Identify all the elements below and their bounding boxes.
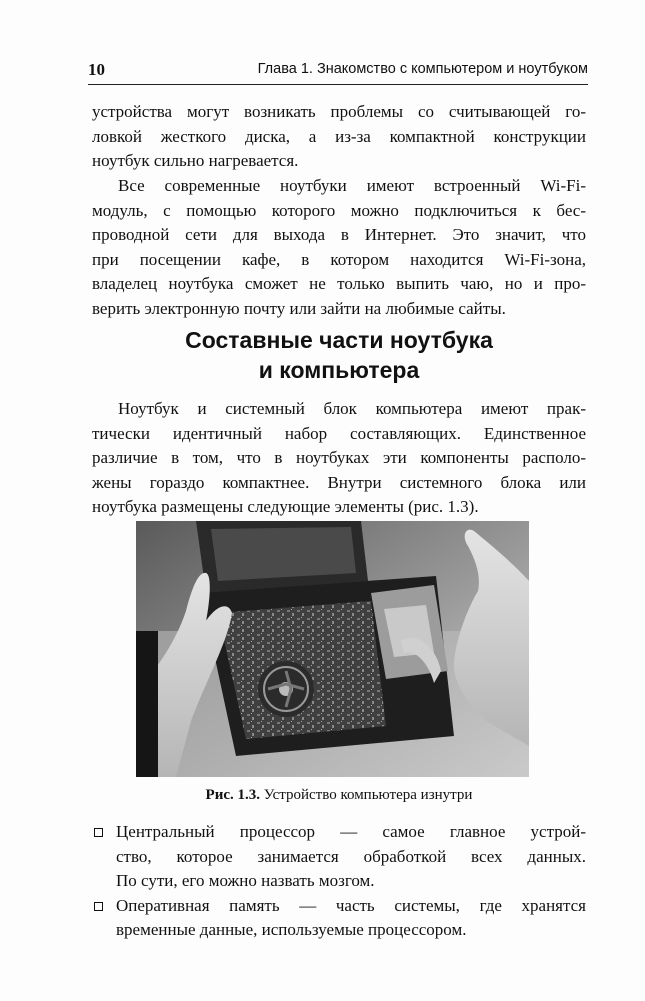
page-number: 10 [88,60,105,79]
text-line: модуль, с помощью которого можно подключиться к бес- [92,200,586,220]
text-line: Центральный процессор — самое главное устрой- [116,822,586,841]
text-line: По сути, его можно назвать мозгом. [116,871,375,891]
text-line: владелец ноутбука сможет не только выпить чаю, но и про- [92,274,586,294]
running-header [88,58,588,85]
checkbox-bullet-icon [94,828,103,837]
list-item [92,894,586,943]
paragraph-wifi [92,174,586,322]
text-line: верить электронную почту или зайти на любимые сайты. [92,298,506,318]
caption-text: Устройство компьютера изнутри [260,787,473,803]
chapter-title: Глава 1. Знакомство с компьютером и ноутбуком [257,61,588,77]
laptop-lid-edge [136,631,158,777]
text-line: ноутбука размещены следующие элементы (рис. 1.3). [92,497,479,517]
laptop-internals-illustration [136,521,529,777]
checkbox-bullet-icon [94,902,103,911]
text-line: Все современные ноутбуки имеют встроенный Wi-Fi- [118,176,586,195]
text-line: жены гораздо компактнее. Внутри системного блока или [92,472,586,492]
caption-label: Рис. 1.3. [205,787,261,803]
laptop-internals-photo [136,521,529,777]
text-line: ство, которое занимается обработкой всех данных. [116,846,586,866]
text-line: Оперативная память — часть системы, где хранятся [116,895,586,915]
text-line: при посещении кафе, в котором находится Wi-Fi-зона, [92,249,586,269]
list-item [92,820,586,894]
section-heading [92,325,586,385]
paragraph-components [92,397,586,520]
text-line: временные данные, используемые процессором. [116,920,467,940]
figure-caption [92,787,586,804]
text-line: устройства могут возникать проблемы со считывающей го- [92,102,586,121]
text-line: тически идентичный набор составляющих. Единственное [92,423,586,443]
paragraph-continued [92,100,586,174]
text-line: проводной сети для выхода в Интернет. Это значит, что [92,225,586,245]
heading-line: Составные части ноутбука [185,327,493,353]
text-line: различие в том, что в ноутбуках эти компоненты располо- [92,448,586,468]
text-line: ноутбук сильно нагревается. [92,151,299,171]
text-line: ловкой жесткого диска, а из-за компактной конструкции [92,126,586,146]
text-line: Ноутбук и системный блок компьютера имеют прак- [118,399,586,418]
heading-line: и компьютера [258,357,420,383]
component-list [92,820,586,943]
